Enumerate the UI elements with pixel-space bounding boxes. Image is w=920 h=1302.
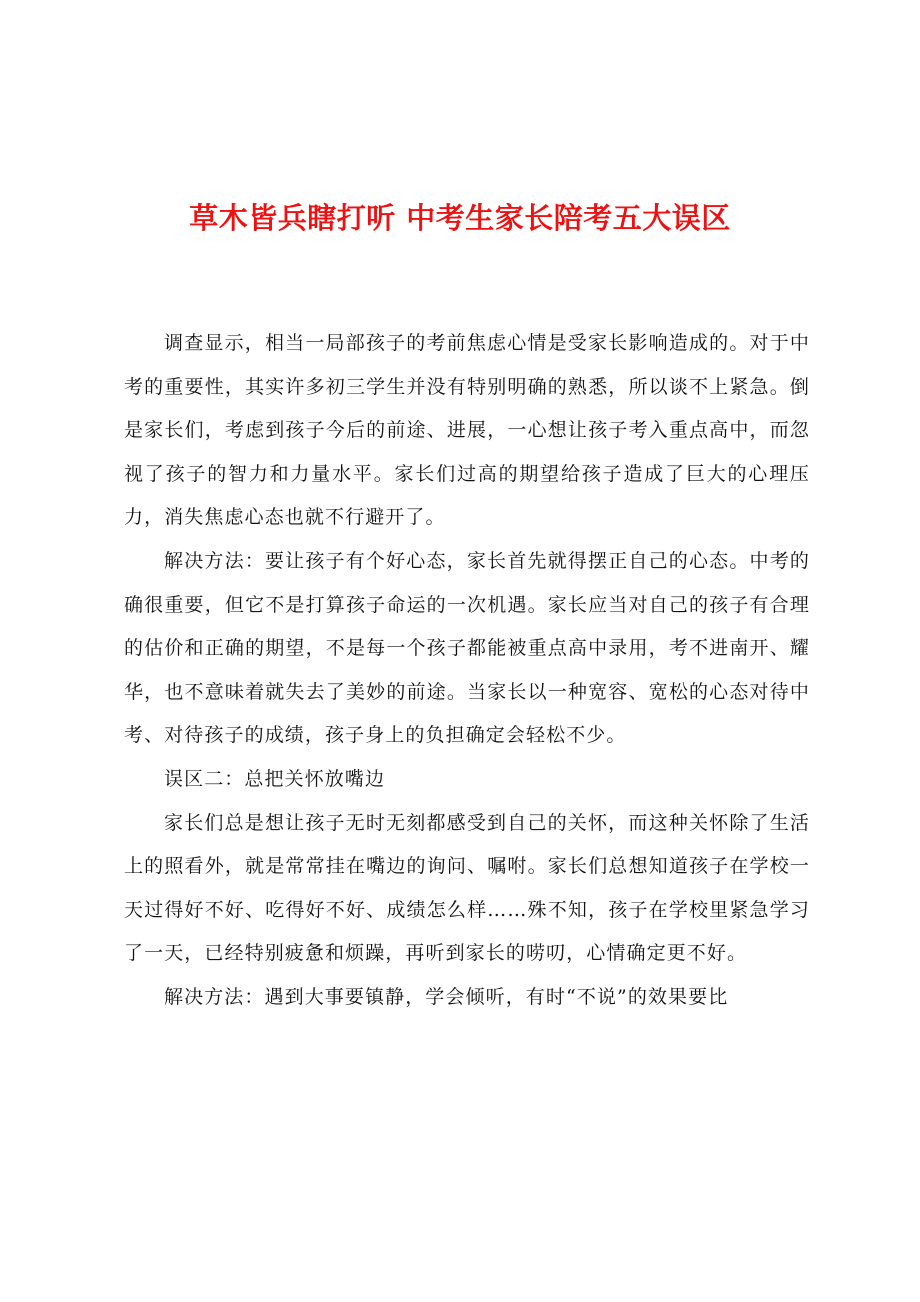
document-title: 草木皆兵瞎打听 中考生家长陪考五大误区 bbox=[189, 201, 731, 235]
paragraph-solution-2: 解决方法：遇到大事要镇静，学会倾听，有时“不说”的效果要比 bbox=[164, 985, 729, 1008]
section-heading-misconception-2: 误区二：总把关怀放嘴边 bbox=[164, 767, 386, 790]
paragraph-intro: 调查显示，相当一局部孩子的考前焦虑心情是受家长影响造成的。对于中考的重要性，其实许多初三学生并没有特别明确的熟悉，所以谈不上紧急。倒是家长们，考虑到孩子今后的前途、进展，一心想让孩子考入重点高中，而忽视了孩子的智力和力量水平。家长们过高的期望给孩子造成了巨大的心理压力，消失焦虑心态也就不行避开了。 bbox=[124, 332, 810, 529]
document-body bbox=[124, 322, 810, 1020]
paragraph-misconception-2: 家长们总是想让孩子无时无刻都感受到自己的关怀，而这种关怀除了生活上的照看外，就是常常挂在嘴边的询问、嘱咐。家长们总想知道孩子在学校一天过得好不好、吃得好不好、成绩怎么样……殊不知，孩子在学校里紧急学习了一天，已经特别疲惫和烦躁，再听到家长的唠叨，心情确定更不好。 bbox=[124, 811, 810, 965]
paragraph-solution-1: 解决方法：要让孩子有个好心态，家长首先就得摆正自己的心态。中考的确很重要，但它不是打算孩子命运的一次机遇。家长应当对自己的孩子有合理的估价和正确的期望，不是每一个孩子都能被重点高中录用，考不进南开、耀华，也不意味着就失去了美妙的前途。当家长以一种宽容、宽松的心态对待中考、对待孩子的成绩，孩子身上的负担确定会轻松不少。 bbox=[124, 549, 810, 747]
